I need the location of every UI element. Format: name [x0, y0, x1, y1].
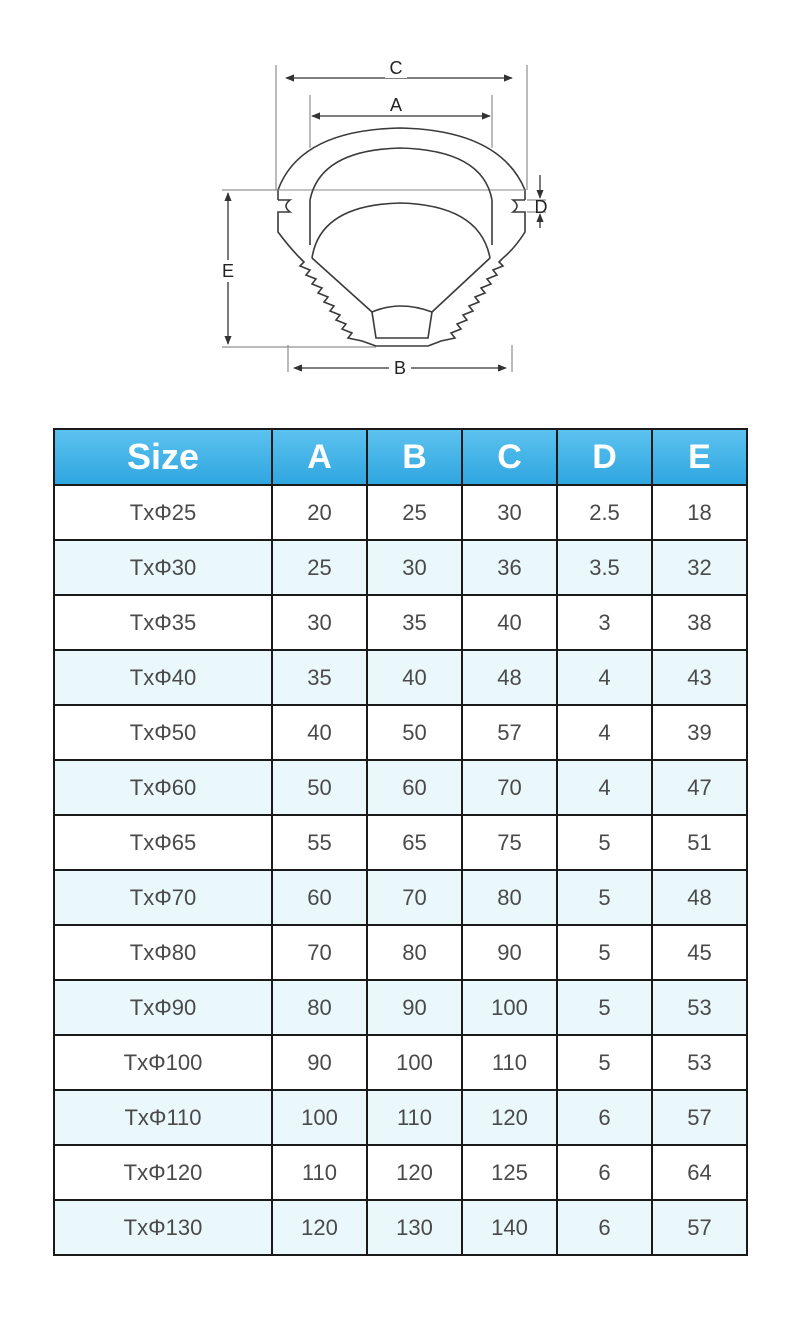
- label-b: B: [393, 358, 407, 378]
- cell-size: TxΦ35: [54, 595, 272, 650]
- cell-a: 110: [272, 1145, 367, 1200]
- cell-size: TxΦ40: [54, 650, 272, 705]
- cell-b: 65: [367, 815, 462, 870]
- cell-b: 25: [367, 485, 462, 540]
- cell-b: 100: [367, 1035, 462, 1090]
- cell-a: 55: [272, 815, 367, 870]
- cell-a: 120: [272, 1200, 367, 1255]
- table-row: [54, 1145, 747, 1200]
- cell-size: TxΦ70: [54, 870, 272, 925]
- cell-size: TxΦ110: [54, 1090, 272, 1145]
- cell-e: 48: [652, 870, 747, 925]
- cell-b: 35: [367, 595, 462, 650]
- cell-d: 2.5: [557, 485, 652, 540]
- cell-d: 6: [557, 1090, 652, 1145]
- table-row: [54, 1200, 747, 1255]
- cell-a: 20: [272, 485, 367, 540]
- cell-a: 35: [272, 650, 367, 705]
- table-row: [54, 650, 747, 705]
- cell-c: 120: [462, 1090, 557, 1145]
- table-row: [54, 760, 747, 815]
- cell-a: 70: [272, 925, 367, 980]
- cell-a: 50: [272, 760, 367, 815]
- table-row: [54, 1090, 747, 1145]
- table-row: [54, 595, 747, 650]
- grommet-dimension-diagram: [0, 0, 800, 400]
- cell-e: 53: [652, 980, 747, 1035]
- cell-e: 38: [652, 595, 747, 650]
- cell-size: TxΦ120: [54, 1145, 272, 1200]
- cell-size: TxΦ130: [54, 1200, 272, 1255]
- cell-d: 4: [557, 705, 652, 760]
- header-c: C: [462, 429, 557, 485]
- cell-d: 5: [557, 925, 652, 980]
- cell-c: 40: [462, 595, 557, 650]
- cell-size: TxΦ80: [54, 925, 272, 980]
- cell-size: TxΦ60: [54, 760, 272, 815]
- cell-d: 5: [557, 1035, 652, 1090]
- cell-size: TxΦ25: [54, 485, 272, 540]
- cell-e: 51: [652, 815, 747, 870]
- table-body: [54, 485, 747, 1255]
- table-row: [54, 485, 747, 540]
- cell-size: TxΦ100: [54, 1035, 272, 1090]
- cell-c: 80: [462, 870, 557, 925]
- cell-c: 36: [462, 540, 557, 595]
- cell-b: 90: [367, 980, 462, 1035]
- cell-c: 140: [462, 1200, 557, 1255]
- header-e: E: [652, 429, 747, 485]
- table-row: [54, 540, 747, 595]
- cell-c: 125: [462, 1145, 557, 1200]
- table-row: [54, 870, 747, 925]
- cell-b: 80: [367, 925, 462, 980]
- cell-d: 6: [557, 1200, 652, 1255]
- label-c: C: [389, 58, 403, 78]
- table-row: [54, 705, 747, 760]
- cell-c: 30: [462, 485, 557, 540]
- cell-a: 40: [272, 705, 367, 760]
- header-size: Size: [54, 429, 272, 485]
- cell-b: 40: [367, 650, 462, 705]
- table-row: [54, 1035, 747, 1090]
- header-d: D: [557, 429, 652, 485]
- cell-d: 4: [557, 650, 652, 705]
- cell-c: 90: [462, 925, 557, 980]
- cell-d: 5: [557, 980, 652, 1035]
- cell-b: 30: [367, 540, 462, 595]
- label-e: E: [221, 261, 235, 281]
- cell-e: 47: [652, 760, 747, 815]
- cell-d: 6: [557, 1145, 652, 1200]
- cell-e: 53: [652, 1035, 747, 1090]
- cell-b: 60: [367, 760, 462, 815]
- cell-c: 110: [462, 1035, 557, 1090]
- cell-e: 57: [652, 1200, 747, 1255]
- cell-e: 45: [652, 925, 747, 980]
- cell-d: 5: [557, 870, 652, 925]
- table-row: [54, 925, 747, 980]
- cell-c: 75: [462, 815, 557, 870]
- cell-c: 48: [462, 650, 557, 705]
- cell-d: 5: [557, 815, 652, 870]
- cell-e: 32: [652, 540, 747, 595]
- table-header-row: [54, 429, 747, 485]
- label-d: D: [534, 197, 548, 217]
- cell-e: 43: [652, 650, 747, 705]
- cell-b: 120: [367, 1145, 462, 1200]
- cell-a: 60: [272, 870, 367, 925]
- cell-size: TxΦ30: [54, 540, 272, 595]
- table-row: [54, 815, 747, 870]
- cell-e: 64: [652, 1145, 747, 1200]
- header-b: B: [367, 429, 462, 485]
- cell-a: 30: [272, 595, 367, 650]
- cell-d: 4: [557, 760, 652, 815]
- cell-a: 100: [272, 1090, 367, 1145]
- cell-b: 70: [367, 870, 462, 925]
- cell-c: 70: [462, 760, 557, 815]
- cell-e: 57: [652, 1090, 747, 1145]
- cell-c: 57: [462, 705, 557, 760]
- cell-d: 3: [557, 595, 652, 650]
- cell-b: 110: [367, 1090, 462, 1145]
- cell-d: 3.5: [557, 540, 652, 595]
- table-row: [54, 980, 747, 1035]
- size-spec-table: [53, 428, 748, 1256]
- cell-size: TxΦ65: [54, 815, 272, 870]
- cell-b: 130: [367, 1200, 462, 1255]
- label-a: A: [389, 95, 403, 115]
- grommet-outline: [278, 128, 525, 346]
- cell-a: 25: [272, 540, 367, 595]
- header-a: A: [272, 429, 367, 485]
- cell-size: TxΦ50: [54, 705, 272, 760]
- cell-a: 90: [272, 1035, 367, 1090]
- cell-size: TxΦ90: [54, 980, 272, 1035]
- cell-b: 50: [367, 705, 462, 760]
- cell-e: 39: [652, 705, 747, 760]
- cell-a: 80: [272, 980, 367, 1035]
- cell-c: 100: [462, 980, 557, 1035]
- cell-e: 18: [652, 485, 747, 540]
